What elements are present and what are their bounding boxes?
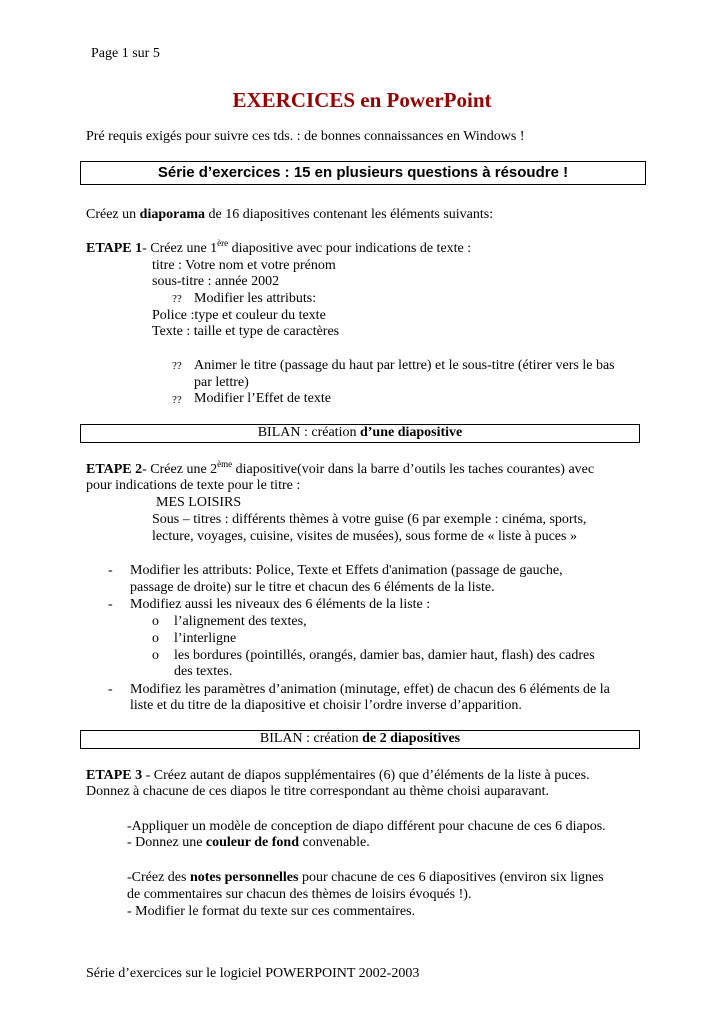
circle-bullet: o [152,648,159,663]
etape2-sup: ème [217,459,233,469]
etape3-creez-bold: notes personnelles [189,870,299,885]
etape1-heading [86,240,471,257]
etape1-label: ETAPE 1 [86,241,143,256]
etape2-c1: l’alignement des textes, [174,614,307,629]
bilan1-bold: d’une diapositive [359,425,463,440]
intro-prefix: Créez un [86,207,140,222]
etape1-modifier: Modifier les attributs: [194,291,317,306]
bullet-marker-icon: ?? [172,293,182,305]
etape3-donnez [127,834,370,851]
bullet-marker-icon: ?? [172,360,182,372]
etape3-appliquer: -Appliquer un modèle de conception de diapo différent pour chacune de ces 6 diapos. [127,819,606,834]
etape2-line1a: - Créez une 2 [142,462,218,477]
etape1-titre: titre : Votre nom et votre prénom [152,258,336,273]
etape1-sous-titre: sous-titre : année 2002 [152,274,280,289]
circle-bullet: o [152,631,159,646]
etape2-c2: l’interligne [174,631,237,646]
etape2-b2: Modifiez aussi les niveaux des 6 éléments de la liste : [130,597,431,612]
etape2-loisirs: MES LOISIRS [156,495,242,510]
prerequisites-text: Pré requis exigés pour suivre ces tds. : de bonnes connaissances en Windows ! [86,129,525,144]
etape1-police: Police :type et couleur du texte [152,308,326,323]
bilan2-prefix: BILAN : création [259,731,363,746]
etape2-sous-2: lecture, voyages, cuisine, visites de musées), sous forme de « liste à puces » [152,529,577,544]
etape3-creez [127,869,604,886]
etape3-donnez-bold: couleur de fond [205,835,300,850]
bilan2-box [80,730,640,749]
circle-bullet: o [152,614,159,629]
etape2-b1-1: Modifier les attributs: Police, Texte et Effets d'animation (passage de gauche, [130,563,563,578]
etape2-line1b: diapositive(voir dans la barre d’outils les taches courantes) avec [232,462,595,477]
etape2-line2: pour indications de texte pour le titre : [86,478,301,493]
etape2-heading [86,461,594,478]
etape2-c3-2: des textes. [174,664,233,679]
etape2-b3-1: Modifiez les paramètres d’animation (minutage, effet) de chacun des 6 éléments de la [130,682,610,697]
etape3-modifier: - Modifier le format du texte sur ces commentaires. [127,904,416,919]
page-footer: Série d’exercices sur le logiciel POWERPOINT 2002-2003 [86,966,420,981]
bilan1-box [80,424,640,443]
etape3-creez-suffix: pour chacune de ces 6 diapositives (environ six lignes [298,870,604,885]
bilan2-bold: de 2 diapositives [362,731,461,746]
dash-bullet: - [108,563,113,578]
etape2-c3-1: les bordures (pointillés, orangés, damier bas, damier haut, flash) des cadres [174,648,595,663]
etape2-label: ETAPE 2 [86,462,143,477]
etape2-sous-1: Sous – titres : différents thèmes à votre guise (6 par exemple : cinéma, sports, [152,512,587,527]
etape3-creez-2: de commentaires sur chacun des thèmes de loisirs évoqués !). [127,887,472,902]
etape3-heading [86,767,590,784]
series-box [80,161,646,185]
dash-bullet: - [108,682,113,697]
etape1-animer-2: par lettre) [194,375,249,390]
etape3-donnez-prefix: - Donnez une [127,835,206,850]
bilan1-prefix: BILAN : création [257,425,360,440]
bullet-marker-icon: ?? [172,394,182,406]
etape3-line1: - Créez autant de diapos supplémentaires (6) que d’éléments de la liste à puces. [142,768,590,783]
dash-bullet: - [108,597,113,612]
etape1-sup: ère [217,238,229,248]
etape1-animer-1: Animer le titre (passage du haut par lettre) et le sous-titre (étirer vers le bas [194,358,615,373]
page-title: EXERCICES en PowerPoint [232,88,492,112]
etape2-b1-2: passage de droite) sur le titre et chacun des 6 éléments de la liste. [130,580,495,595]
etape1-effet: Modifier l’Effet de texte [194,391,331,406]
etape3-donnez-suffix: convenable. [299,835,370,850]
intro-bold: diaporama [139,207,205,222]
intro-suffix: de 16 diapositives contenant les éléments suivants: [205,207,494,222]
etape3-line2: Donnez à chacune de ces diapos le titre correspondant au thème choisi auparavant. [86,784,549,799]
etape1-line1a: - Créez une 1 [142,241,218,256]
page-number: Page 1 sur 5 [91,46,160,61]
etape3-creez-prefix: -Créez des [127,870,190,885]
etape1-texte: Texte : taille et type de caractères [152,324,340,339]
etape1-line1b: diapositive avec pour indications de texte : [228,241,472,256]
etape3-label: ETAPE 3 [86,768,143,783]
intro-paragraph [86,206,493,223]
series-box-text: Série d’exercices : 15 en plusieurs questions à résoudre ! [157,164,569,181]
etape2-b3-2: liste et du titre de la diapositive et choisir l’ordre inverse d’apparition. [130,698,522,713]
